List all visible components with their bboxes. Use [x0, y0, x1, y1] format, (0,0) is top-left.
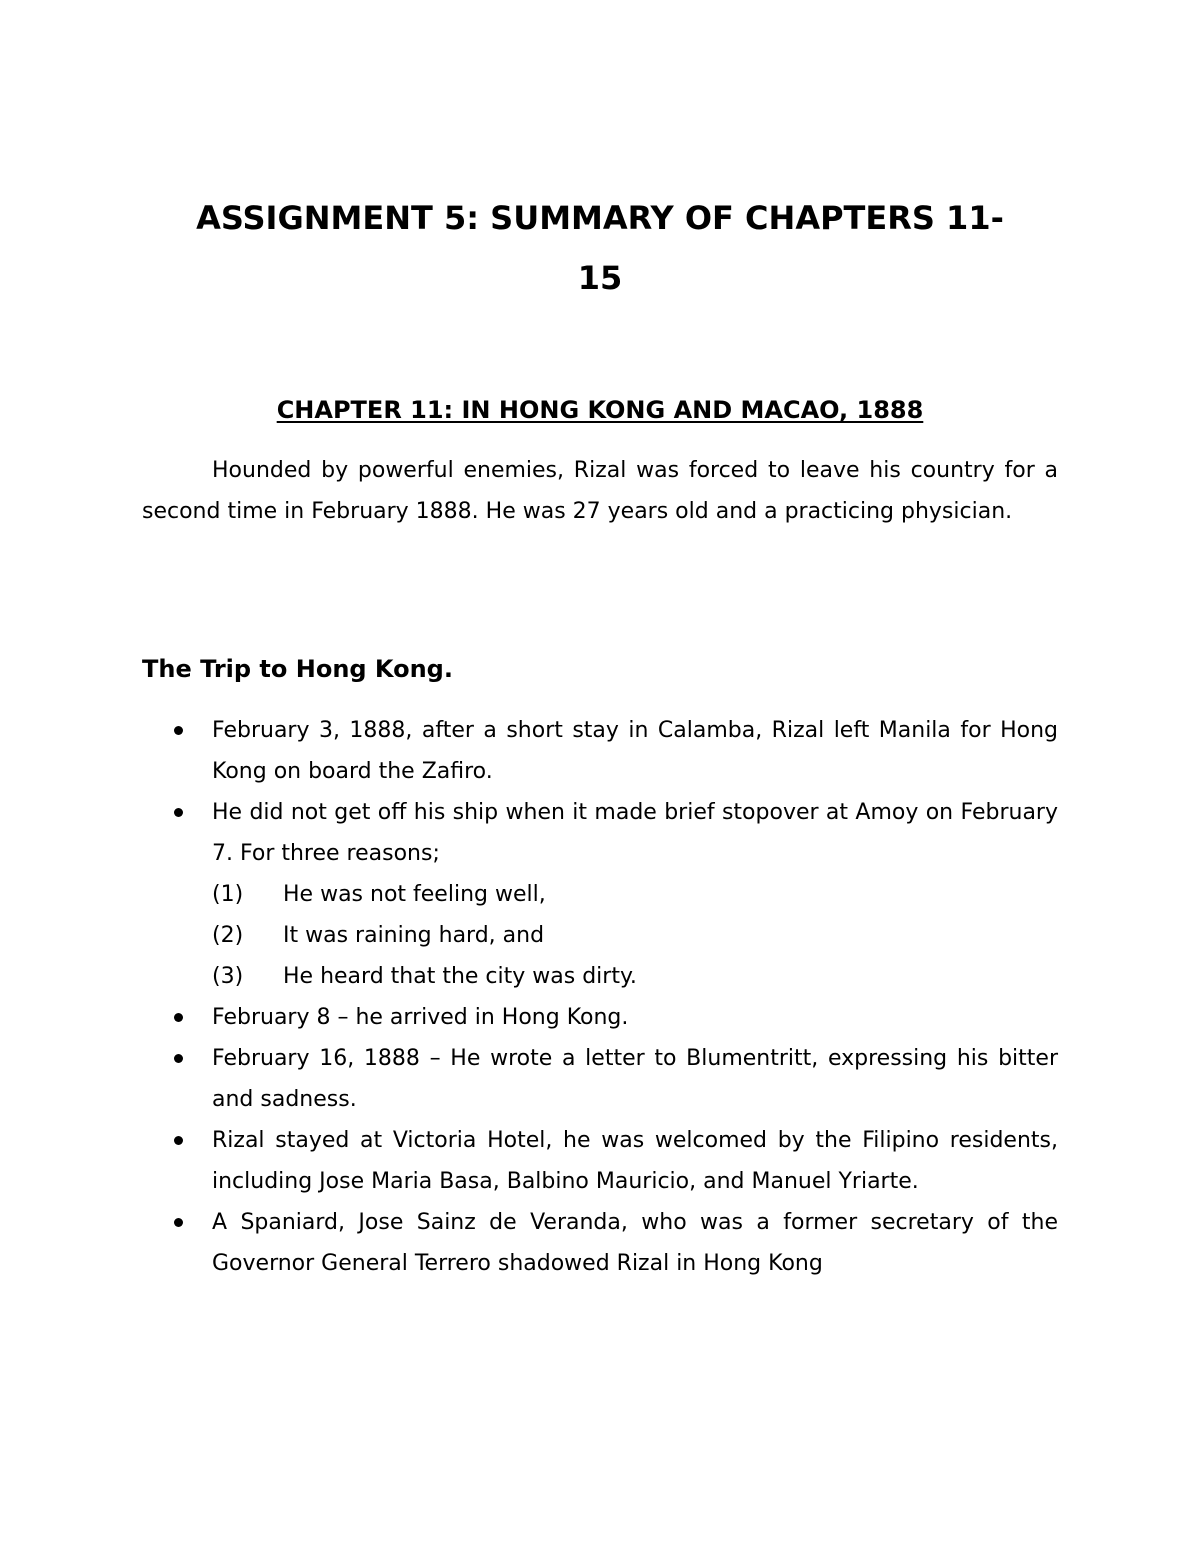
list-item [142, 1202, 1058, 1284]
bullet-icon [174, 726, 183, 735]
reason-text: He heard that the city was dirty. [283, 964, 637, 989]
assignment-title-line2: 15 [577, 259, 623, 297]
bullet-text: Rizal stayed at Victoria Hotel, he was welcomed by the Filipino residents, including Jose Maria Basa, Balbino Mauricio, and Manuel Yriarte. [212, 1128, 1058, 1194]
bullet-list [142, 710, 1058, 1284]
list-item [142, 710, 1058, 792]
chapter-heading: CHAPTER 11: IN HONG KONG AND MACAO, 1888 [276, 396, 924, 424]
reasons-list [212, 874, 1058, 997]
reason-text: He was not feeling well, [283, 882, 546, 907]
bullet-icon [174, 1013, 183, 1022]
bullet-text: February 16, 1888 – He wrote a letter to Blumentritt, expressing his bitter and sadness. [212, 1046, 1058, 1112]
section-heading-text: The Trip to Hong Kong [142, 655, 444, 683]
reason-number: (3) [212, 964, 244, 989]
section-heading [142, 649, 1058, 689]
reason-item [212, 874, 1058, 915]
bullet-icon [174, 1054, 183, 1063]
bullet-text: A Spaniard, Jose Sainz de Veranda, who was a former secretary of the Governor General Terrero shadowed Rizal in Hong Kong [212, 1210, 1058, 1276]
intro-paragraph: Hounded by powerful enemies, Rizal was forced to leave his country for a second time in February 1888. He was 27 years old and a practicing physician. [142, 458, 1058, 524]
assignment-title-line1: ASSIGNMENT 5: SUMMARY OF CHAPTERS 11- [196, 199, 1004, 237]
assignment-title [140, 188, 1060, 308]
bullet-text: He did not get off his ship when it made brief stopover at Amoy on February 7. For three reasons; [212, 800, 1058, 866]
section-heading-period: . [443, 655, 453, 683]
bullet-text: February 8 – he arrived in Hong Kong. [212, 1005, 629, 1030]
bullet-icon [174, 1136, 183, 1145]
reason-number: (2) [212, 923, 244, 948]
list-item [142, 1038, 1058, 1120]
list-item [142, 792, 1058, 997]
reason-text: It was raining hard, and [283, 923, 545, 948]
bullet-icon [174, 808, 183, 817]
list-item [142, 1120, 1058, 1202]
bullet-icon [174, 1218, 183, 1227]
reason-item [212, 956, 1058, 997]
list-item [142, 997, 1058, 1038]
bullet-text: February 3, 1888, after a short stay in Calamba, Rizal left Manila for Hong Kong on board the Zafiro. [212, 718, 1058, 784]
reason-number: (1) [212, 882, 244, 907]
reason-item [212, 915, 1058, 956]
